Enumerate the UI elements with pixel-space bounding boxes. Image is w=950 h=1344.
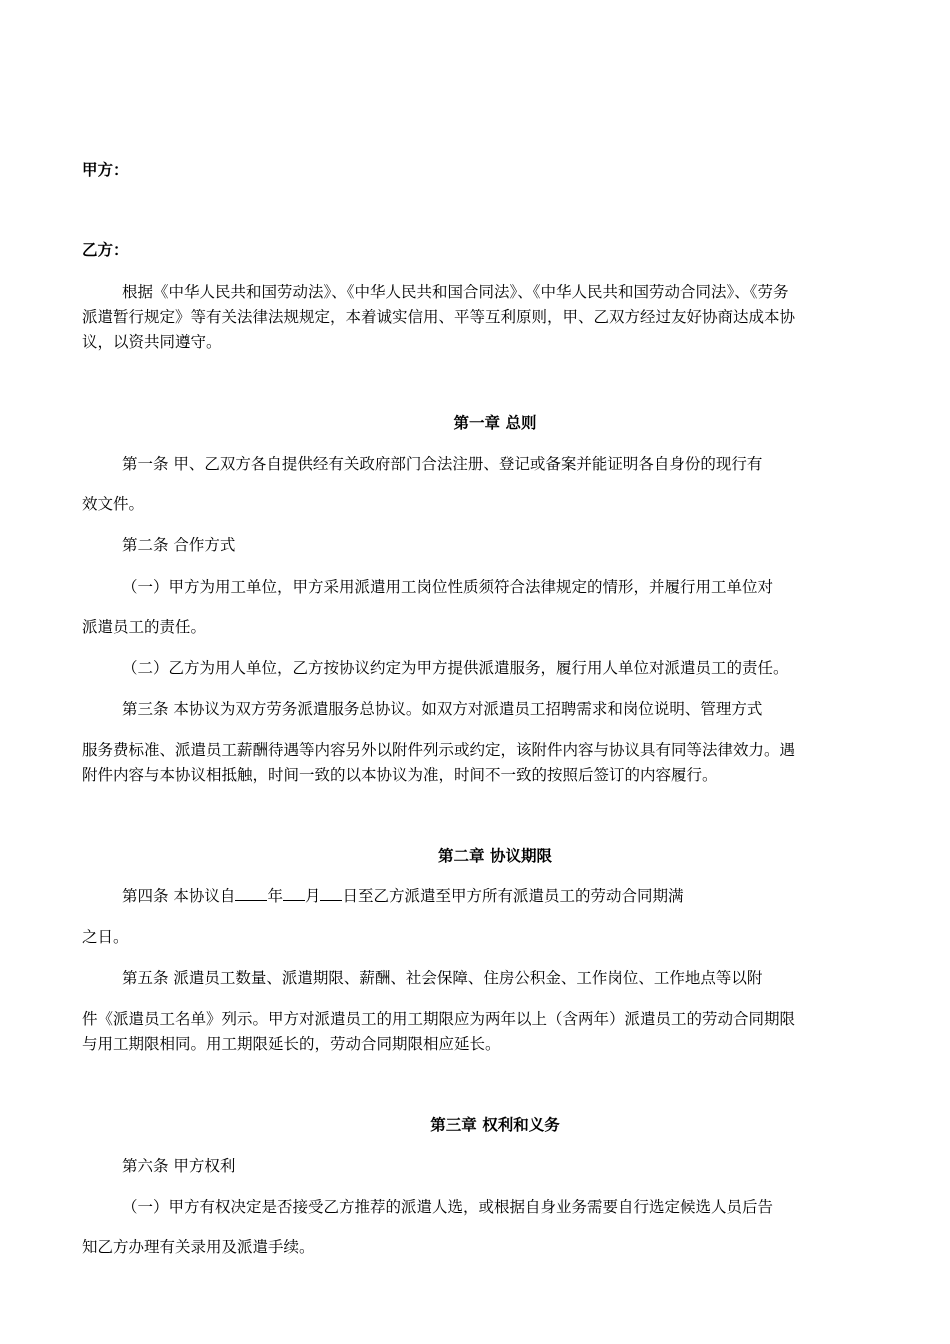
article-2-item-1-line-1: （一）甲方为用工单位，甲方采用派遣用工岗位性质须符合法律规定的情形，并履行用工单位对 — [122, 578, 774, 596]
article-4-year: 年 — [267, 887, 283, 905]
article-5-line-2: 件《派遣员工名单》列示。甲方对派遣员工的用工期限应为两年以上（含两年）派遣员工的劳动合同期限 — [82, 1010, 796, 1028]
preamble-line-1: 根据《中华人民共和国劳动法》、《中华人民共和国合同法》、《中华人民共和国劳动合同法》、《劳务 — [122, 283, 789, 301]
article-6-item-1-line-2: 知乙方办理有关录用及派遣手续。 — [82, 1238, 315, 1256]
preamble-line-3: 议，以资共同遵守。 — [82, 333, 222, 351]
article-4-month: 月 — [304, 887, 321, 905]
preamble-line-2: 派遣暂行规定》等有关法律法规规定，本着诚实信用、平等互利原则，甲、乙双方经过友好协商达成本协 — [82, 308, 796, 326]
article-4-line-2: 之日。 — [82, 928, 129, 946]
article-1-line-1: 第一条 甲、乙双方各自提供经有关政府部门合法注册、登记或备案并能证明各自身份的现行有 — [122, 455, 763, 473]
chapter-2-title: 第二章 协议期限 — [438, 847, 552, 865]
article-3-line-3: 附件内容与本协议相抵触，时间一致的以本协议为准，时间不一致的按照后签订的内容履行。 — [82, 766, 718, 784]
chapter-1-title: 第一章 总则 — [453, 414, 537, 432]
article-2-item-2: （二）乙方为用人单位，乙方按协议约定为甲方提供派遣服务，履行用人单位对派遣员工的责任。 — [122, 659, 789, 677]
article-2-heading: 第二条 合作方式 — [122, 536, 236, 554]
party-b-label: 乙方： — [82, 241, 129, 259]
article-3-line-1: 第三条 本协议为双方劳务派遣服务总协议。如双方对派遣员工招聘需求和岗位说明、管理方式 — [122, 700, 763, 718]
chapter-3-title: 第三章 权利和义务 — [430, 1116, 560, 1134]
article-1-line-2: 效文件。 — [82, 495, 145, 513]
article-4-prefix: 第四条 本协议自 — [122, 887, 236, 905]
month-blank[interactable] — [283, 886, 305, 901]
article-6-heading: 第六条 甲方权利 — [122, 1157, 236, 1175]
article-3-line-2: 服务费标准、派遣员工薪酬待遇等内容另外以附件列示或约定，该附件内容与协议具有同等法律效力。遇 — [82, 741, 796, 759]
year-blank[interactable] — [235, 886, 267, 901]
article-5-line-1: 第五条 派遣员工数量、派遣期限、薪酬、社会保障、住房公积金、工作岗位、工作地点等以附 — [122, 969, 763, 987]
article-4-rest: 日至乙方派遣至甲方所有派遣员工的劳动合同期满 — [342, 887, 684, 905]
article-4-line-1 — [122, 886, 683, 906]
article-2-item-1-line-2: 派遣员工的责任。 — [82, 618, 207, 636]
article-6-item-1-line-1: （一）甲方有权决定是否接受乙方推荐的派遣人选，或根据自身业务需要自行选定候选人员后告 — [122, 1198, 774, 1216]
article-5-line-3: 与用工期限相同。用工期限延长的，劳动合同期限相应延长。 — [82, 1035, 501, 1053]
party-a-label: 甲方： — [82, 161, 129, 179]
day-blank[interactable] — [320, 886, 342, 901]
